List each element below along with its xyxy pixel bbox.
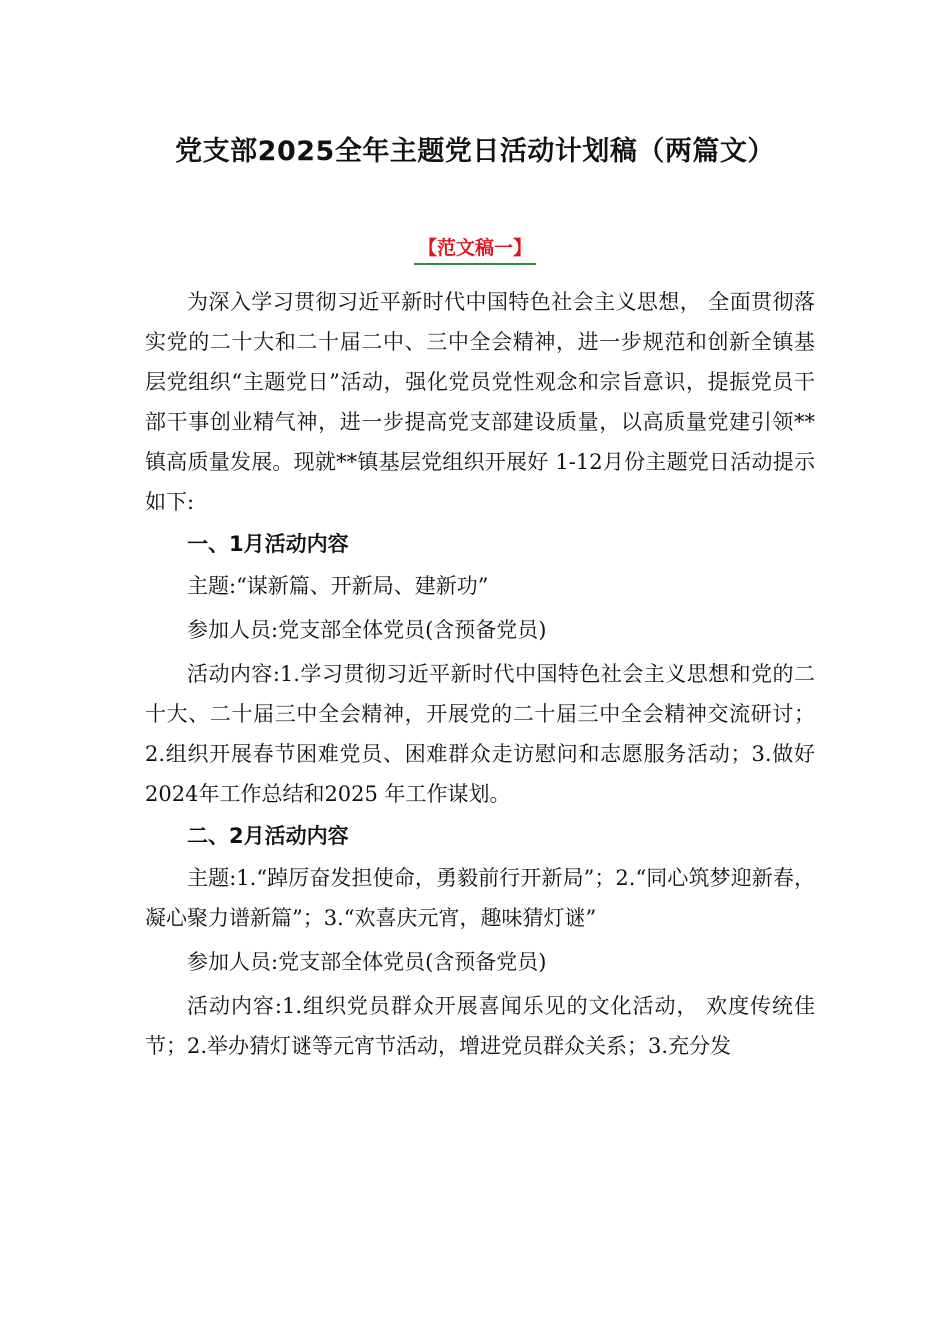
section-theme: 主题:1.“踔厉奋发担使命，勇毅前行开新局”；2.“同心筑梦迎新春，凝心聚力谱新篇”；3.“欢喜庆元宵，趣味猜灯谜” <box>145 866 815 930</box>
section-participants: 参加人员:党支部全体党员(含预备党员) <box>187 950 547 974</box>
section-participants: 参加人员:党支部全体党员(含预备党员) <box>187 618 547 642</box>
document-subtitle: 【范文稿一】 <box>414 233 536 265</box>
subtitle-wrapper <box>0 233 950 265</box>
section-activities: 活动内容:1.组织党员群众开展喜闻乐见的文化活动， 欢度传统佳节；2.举办猜灯谜等元宵节活动，增进党员群众关系；3.充分发 <box>145 994 815 1058</box>
section-theme: 主题:“谋新篇、开新局、建新功” <box>187 574 489 598</box>
section-activities: 活动内容:1.学习贯彻习近平新时代中国特色社会主义思想和党的二十大、二十届三中全会精神，开展党的二十届三中全会精神交流研讨；2.组织开展春节困难党员、困难群众走访慰问和志愿服务活动；3.做好2024年工作总结和2025 年工作谋划。 <box>145 662 815 806</box>
document-title: 党支部2025全年主题党日活动计划稿（两篇文） <box>175 136 775 167</box>
section-heading: 一、1月活动内容 <box>187 532 349 556</box>
intro-paragraph: 为深入学习贯彻习近平新时代中国特色社会主义思想， 全面贯彻落实党的二十大和二十届二中、三中全会精神，进一步规范和创新全镇基层党组织“主题党日”活动，强化党员党性观念和宗旨意识，提振党员干部干事创业精气神，进一步提高党支部建设质量，以高质量党建引领**镇高质量发展。现就**镇基层党组织开展好 1-12月份主题党日活动提示如下: <box>145 290 815 514</box>
section-heading: 二、2月活动内容 <box>187 824 349 848</box>
document-body <box>145 282 815 1066</box>
